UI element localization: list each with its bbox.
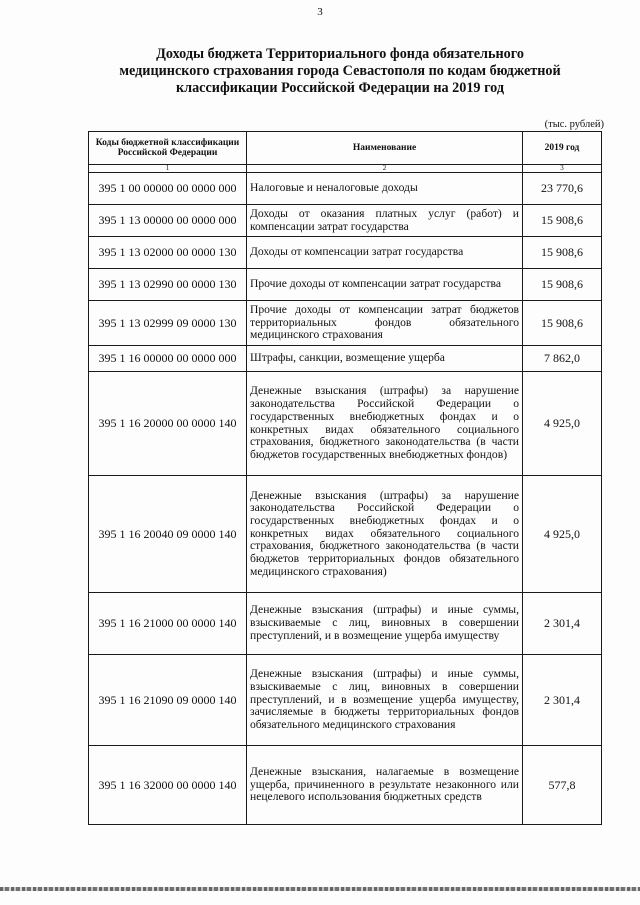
row-value: 4 925,0 [523,372,602,476]
row-value: 7 862,0 [523,346,602,372]
table-row [89,372,602,476]
row-code: 395 1 13 00000 00 0000 000 [89,205,247,237]
row-code: 395 1 16 20040 09 0000 140 [89,476,247,593]
table-row [89,746,602,825]
table-row [89,346,602,372]
table-row [89,301,602,346]
page-number: 3 [317,6,323,18]
row-code: 395 1 16 32000 00 0000 140 [89,746,247,825]
row-name: Доходы от оказания платных услуг (работ) и компенсации затрат государства [247,205,523,237]
row-code: 395 1 16 21000 00 0000 140 [89,593,247,655]
document-title [60,46,620,97]
row-value: 2 301,4 [523,593,602,655]
row-code: 395 1 13 02000 00 0000 130 [89,237,247,269]
table-row [89,655,602,746]
column-number: 3 [523,165,602,173]
row-name: Денежные взыскания, налагаемые в возмещение ущерба, причиненного в результате незаконного или нецелевого использования бюджетных средств [247,746,523,825]
table-row [89,237,602,269]
table-row [89,476,602,593]
header-code: Коды бюджетной классификации Российской Федерации [89,132,247,165]
row-name: Денежные взыскания (штрафы) за нарушение законодательства Российской Федерации о государственных внебюджетных фондах и о конкретных видах обязательного социального страхования, бюджетного законодательства (в части бюджетов государственных внебюджетных фондов) [247,372,523,476]
row-value: 15 908,6 [523,301,602,346]
row-code: 395 1 16 20000 00 0000 140 [89,372,247,476]
title-line: медицинского страхования города Севастополя по кодам бюджетной [119,63,561,79]
budget-table [88,131,602,825]
row-value: 4 925,0 [523,476,602,593]
row-name: Прочие доходы от компенсации затрат бюджетов территориальных фондов обязательного медицинского страхования [247,301,523,346]
table-row [89,269,602,301]
table-row [89,173,602,205]
row-code: 395 1 13 02990 00 0000 130 [89,269,247,301]
row-name: Доходы от компенсации затрат государства [247,237,523,269]
row-name: Штрафы, санкции, возмещение ущерба [247,346,523,372]
units-note: (тыс. рублей) [544,119,604,130]
row-code: 395 1 00 00000 00 0000 000 [89,173,247,205]
row-name: Денежные взыскания (штрафы) и иные суммы, взыскиваемые с лиц, виновных в совершении преступлений, и в возмещение ущерба имуществу, зачисляемые в бюджеты территориальных фондов обязательного медицинского страхования [247,655,523,746]
header-name: Наименование [247,132,523,165]
row-value: 15 908,6 [523,269,602,301]
row-name: Налоговые и неналоговые доходы [247,173,523,205]
row-name: Прочие доходы от компенсации затрат государства [247,269,523,301]
column-number: 2 [247,165,523,173]
header-year: 2019 год [523,132,602,165]
row-code: 395 1 16 00000 00 0000 000 [89,346,247,372]
column-number-row [89,165,602,173]
row-value: 15 908,6 [523,205,602,237]
row-name: Денежные взыскания (штрафы) за нарушение законодательства Российской Федерации о государственных внебюджетных фондах и о конкретных видах обязательного социального страхования, бюджетного законодательства (в части бюджетов территориальных фондов обязательного медицинского страхования) [247,476,523,593]
column-number: 1 [89,165,247,173]
table-row [89,205,602,237]
row-value: 15 908,6 [523,237,602,269]
table-row [89,593,602,655]
scan-edge-artifact [0,887,640,891]
row-code: 395 1 13 02999 09 0000 130 [89,301,247,346]
row-code: 395 1 16 21090 09 0000 140 [89,655,247,746]
row-value: 2 301,4 [523,655,602,746]
row-name: Денежные взыскания (штрафы) и иные суммы, взыскиваемые с лиц, виновных в совершении преступлений, и в возмещение ущерба имуществу [247,593,523,655]
row-value: 23 770,6 [523,173,602,205]
title-line: классификации Российской Федерации на 2019 год [175,80,505,96]
row-value: 577,8 [523,746,602,825]
title-line: Доходы бюджета Территориального фонда обязательного [156,46,524,62]
